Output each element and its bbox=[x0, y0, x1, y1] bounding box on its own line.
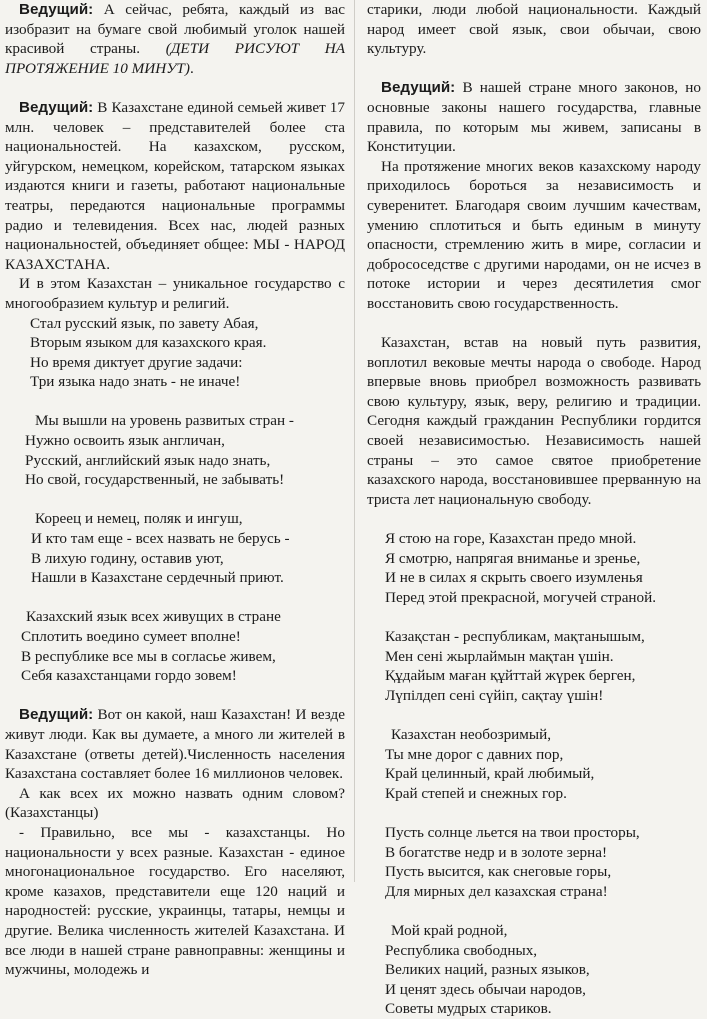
poem-line: В республике все мы в согласье живем, bbox=[21, 647, 276, 665]
paragraph: Ведущий: В Казахстане единой семьей живет 17 млн. человек – представителей более ста национальностей. На казахском, русском, уйгурском, немецком, корейском, татарском языках издаются книги и газеты, работают национальные театры, передаются национальные программы радио и телевидения. Всех нас, людей разных национальностей, объединяет общее: МЫ - НАРОД КАЗАХСТАНА. bbox=[5, 98, 345, 273]
paragraph: старики, люди любой национальности. Каждый народ имеет свой язык, свои обычаи, свою культуру. bbox=[367, 1, 701, 58]
paragraph: На протяжение многих веков казахскому народу приходилось бороться за независимость и суверенитет. Благодаря своим лучшим качествам, умению сплотиться и быть единым в минуту опасности, стремлению жить в мире, согласии и добрососедстве с другими народами, он не исчез в потоке истории и через десятилетия смог восстановить свою государственность. bbox=[367, 157, 701, 312]
poem-line: Русский, английский язык надо знать, bbox=[25, 451, 271, 469]
poem-line: Я смотрю, напрягая вниманье и зренье, bbox=[385, 549, 641, 567]
poem-line: Для мирных дел казахская страна! bbox=[385, 882, 608, 900]
poem-line: Мен сені жырлаймын мақтан үшін. bbox=[385, 647, 614, 665]
speaker-label: Ведущий: bbox=[381, 79, 456, 97]
poem-line: Мы вышли на уровень развитых стран - bbox=[35, 412, 294, 430]
poem-line: В лихую годину, оставив уют, bbox=[31, 549, 224, 567]
paragraph: Ведущий: Вот он какой, наш Казахстан! И везде живут люди. Как вы думаете, а много ли жителей в Казахстане (ответы детей).Численность населения Казахстана составляет более 16 миллионов человек. bbox=[5, 706, 345, 783]
speaker-label: Ведущий: bbox=[19, 706, 94, 724]
poem-line: Нашли в Казахстане сердечный приют. bbox=[31, 569, 284, 587]
poem-stanza bbox=[367, 627, 701, 705]
poem-line: Сплотить воедино сумеет вполне! bbox=[21, 628, 241, 645]
speaker-label: Ведущий: bbox=[19, 98, 94, 116]
poem-line: Мой край родной, bbox=[391, 921, 508, 939]
paragraph: Ведущий: А сейчас, ребята, каждый из вас изобразит на бумаге свой любимый уголок нашей красивой страны. (ДЕТИ РИСУЮТ НА ПРОТЯЖЕНИЕ 10 МИНУТ). bbox=[5, 1, 345, 77]
left-column bbox=[5, 0, 345, 980]
poem-line: Советы мудрых стариков. bbox=[385, 1000, 552, 1018]
poem-stanza bbox=[367, 529, 701, 607]
stage-note: (ДЕТИ РИСУЮТ НА ПРОТЯЖЕНИЕ 10 МИНУТ) bbox=[5, 40, 345, 77]
poem-line: И не в силах я скрыть своего изумленья bbox=[385, 569, 643, 587]
poem-stanza bbox=[367, 725, 701, 803]
poem-line: Казахский язык всех живущих в стране bbox=[26, 608, 281, 626]
poem-stanza bbox=[367, 823, 701, 901]
paragraph: Казахстан, встав на новый путь развития, воплотил вековые мечты народа о свободе. Народ впервые вновь приобрел возможность развивать свою культуру, язык, веру, религию и традиции. Сегодня каждый гражданин Республики гордится своей независимостью. Независимость нашей страны – это самое святое приобретение казахского народа, восстановившее прерванную на триста лет национальную свободу. bbox=[367, 334, 701, 508]
poem-line: Ты мне дорог с давних пор, bbox=[385, 745, 564, 763]
poem-line: Перед этой прекрасной, могучей страной. bbox=[385, 588, 657, 606]
paragraph: - Правильно, все мы - казахстанцы. Но национальности у всех разные. Казахстан - единое многонациональное государство. Его населяют, кроме казахов, представители еще 120 наций и народностей: русские, украинцы, татары, немцы и другие. Велика численность жителей Казахстана. И все люди в нашей стране равноправны: женщины и мужчины, молодежь и bbox=[5, 823, 345, 979]
poem-line: Пусть солнце льется на твои просторы, bbox=[385, 823, 640, 841]
poem-stanza bbox=[367, 921, 701, 1019]
poem-line: Казахстан необозримый, bbox=[391, 725, 552, 743]
poem-stanza bbox=[5, 607, 345, 685]
poem-line: Республика свободных, bbox=[385, 941, 538, 959]
poem-line: Вторым языком для казахского края. bbox=[30, 334, 267, 352]
poem-line: Край степей и снежных гор. bbox=[385, 784, 567, 802]
paragraph: А как всех их можно назвать одним словом? (Казахстанцы) bbox=[5, 784, 345, 822]
poem-line: Три языка надо знать - не иначе! bbox=[30, 373, 241, 391]
poem-line: Лүпілдеп сені сүйіп, сақтау үшін! bbox=[385, 686, 604, 704]
poem-line: Нужно освоить язык англичан, bbox=[25, 432, 225, 450]
poem-line: Я стою на горе, Казахстан предо мной. bbox=[385, 530, 637, 548]
poem-line: Себя казахстанцами гордо зовем! bbox=[21, 667, 237, 685]
poem-stanza bbox=[5, 509, 345, 587]
column-divider bbox=[354, 0, 355, 882]
poem-line: Кореец и немец, поляк и ингуш, bbox=[35, 510, 243, 528]
poem-line: Но время диктует другие задачи: bbox=[30, 353, 243, 371]
right-column bbox=[367, 0, 701, 1019]
poem-stanza bbox=[5, 314, 345, 392]
poem-line: Великих наций, разных языков, bbox=[385, 961, 590, 979]
poem-line: Пусть высится, как снеговые горы, bbox=[385, 863, 612, 881]
paragraph: Ведущий: В нашей стране много законов, но основные законы нашего государства, главные правила, по которым мы живем, записаны в Конституции. bbox=[367, 79, 701, 156]
paragraph: И в этом Казахстан – уникальное государство с многообразием культур и религий. bbox=[5, 275, 345, 312]
poem-line: Стал русский язык, по завету Абая, bbox=[30, 314, 259, 332]
poem-line: Край целинный, край любимый, bbox=[385, 765, 595, 783]
poem-line: Казақстан - республикам, мақтанышым, bbox=[385, 628, 645, 645]
poem-stanza bbox=[5, 411, 345, 489]
poem-line: В богатстве недр и в золоте зерна! bbox=[385, 843, 608, 861]
poem-line: И ценят здесь обычаи народов, bbox=[385, 980, 586, 998]
poem-line: Но свой, государственный, не забывать! bbox=[25, 471, 285, 489]
poem-line: Құдайым маған құйттай жүрек берген, bbox=[385, 667, 636, 685]
speaker-label: Ведущий: bbox=[19, 1, 94, 18]
poem-line: И кто там еще - всех назвать не берусь - bbox=[31, 530, 290, 548]
